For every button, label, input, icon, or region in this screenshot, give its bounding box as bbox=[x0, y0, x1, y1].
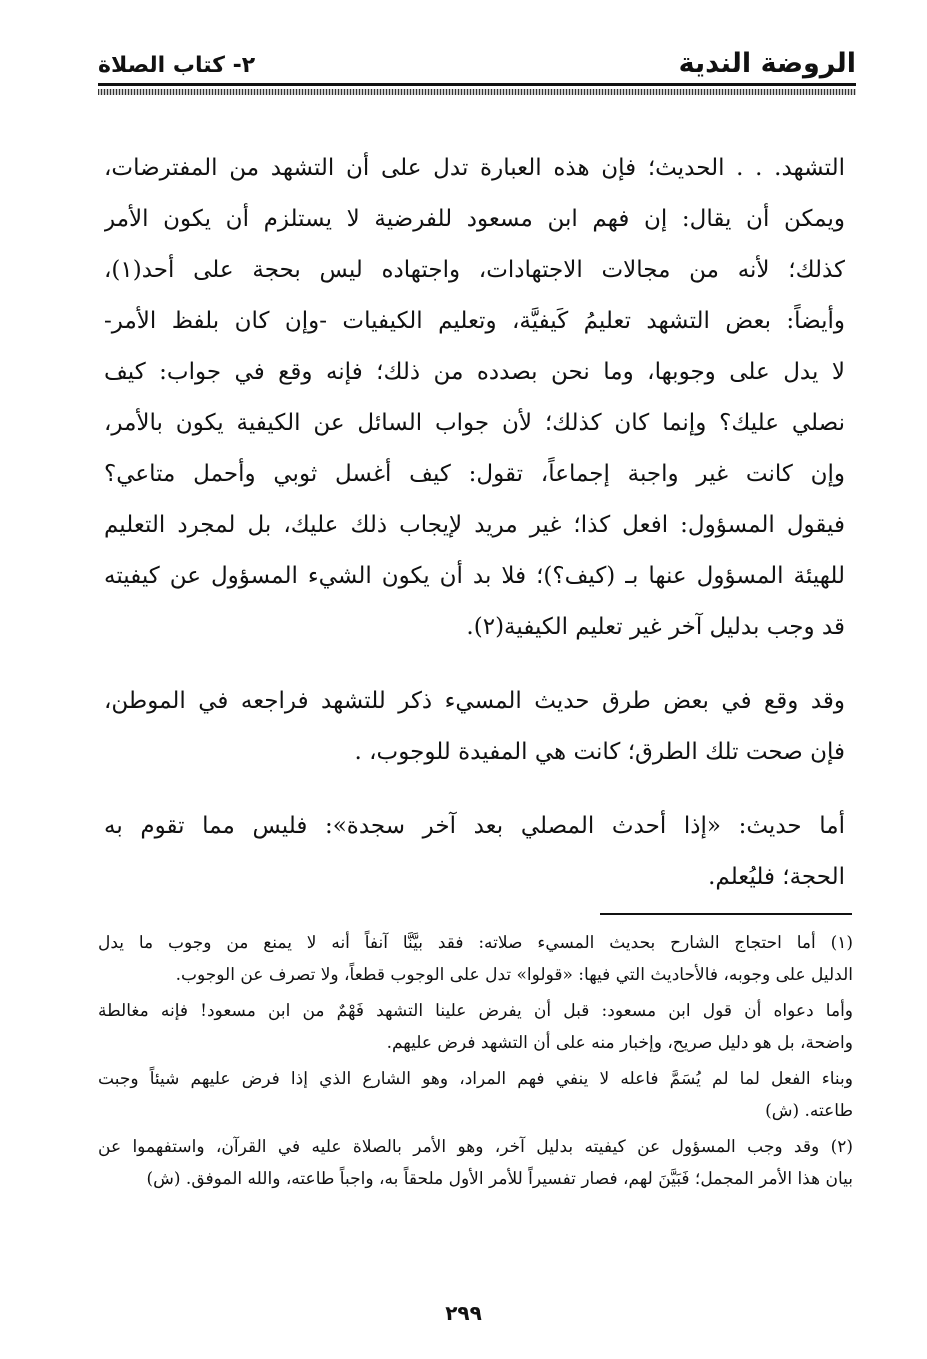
footnote-line: الدليل على وجوبه، فالأحاديث التي فيها: «قولوا» تدل على الوجوب قطعاً، ولا تصرف عن الوجوب. bbox=[175, 965, 853, 985]
page-number: ٢٩٩ bbox=[445, 1301, 482, 1325]
text-line: للهيئة المسؤول عنها بـ (كيف؟)؛ فلا بد أن يكون الشيء المسؤول عن كيفيته bbox=[104, 563, 845, 589]
text-line: الحجة؛ فليُعلم. bbox=[708, 864, 845, 890]
header-rule bbox=[98, 83, 856, 86]
text-line: كذلك؛ لأنه من مجالات الاجتهادات، واجتهاده ليس بحجة على أحد(١)، bbox=[104, 257, 845, 283]
paragraph-3 bbox=[104, 801, 845, 903]
footnote-1-continued-b bbox=[98, 1063, 853, 1127]
paragraph-1 bbox=[104, 143, 845, 653]
text-line: أما حديث: «إذا أحدث المصلي بعد آخر سجدة»: فليس مما تقوم به bbox=[104, 813, 845, 839]
text-line: فإن صحت تلك الطرق؛ كانت هي المفيدة للوجوب، . bbox=[354, 739, 845, 765]
footnotes bbox=[98, 927, 853, 1195]
header-rule-dotted bbox=[98, 89, 856, 95]
footnote-separator bbox=[600, 913, 852, 915]
chapter-title: ٢- كتاب الصلاة bbox=[98, 53, 256, 78]
footnote-line: طاعته. (ش) bbox=[765, 1101, 853, 1121]
footnote-line: (٢) وقد وجب المسؤول عن كيفيته بدليل آخر، وهو الأمر بالصلاة عليه في القرآن، واستفهموا عن bbox=[98, 1137, 853, 1157]
footnote-2 bbox=[98, 1131, 853, 1195]
book-title: الروضة الندية bbox=[678, 48, 856, 79]
paragraph-2 bbox=[104, 676, 845, 778]
text-line: وأيضاً: بعض التشهد تعليمُ كَيفيَّة، وتعليم الكيفيات -وإن كان بلفظ الأمر- bbox=[104, 308, 845, 334]
text-line: فيقول المسؤول: افعل كذا؛ غير مريد لإيجاب ذلك عليك، بل لمجرد التعليم bbox=[104, 512, 845, 538]
text-line: وقد وقع في بعض طرق حديث المسيء ذكر للتشهد فراجعه في الموطن، bbox=[104, 688, 845, 714]
text-line: نصلي عليك؟ وإنما كان كذلك؛ لأن جواب السائل عن الكيفية يكون بالأمر، bbox=[104, 410, 845, 436]
footnote-line: (١) أما احتجاج الشارح بحديث المسيء صلاته: فقد بيَّنَّا آنفاً أنه لا يمنع من وجوب ما يدل bbox=[98, 933, 853, 953]
text-line: ويمكن أن يقال: إن فهم ابن مسعود للفرضية لا يستلزم أن يكون الأمر bbox=[104, 206, 845, 232]
text-line: لا يدل على وجوبها، وما نحن بصدده من ذلك؛ فإنه وقع في جواب: كيف bbox=[104, 359, 845, 385]
footnote-1 bbox=[98, 927, 853, 991]
footnote-line: وبناء الفعل لما لم يُسَمَّ فاعله لا ينفي فهم المراد، وهو الشارع الذي إذا فرض عليهم شيئاً وجبت bbox=[98, 1069, 853, 1089]
text-line: التشهد. . . الحديث؛ فإن هذه العبارة تدل على أن التشهد من المفترضات، bbox=[104, 155, 845, 181]
footnote-line: وأما دعواه أن قول ابن مسعود: قبل أن يفرض علينا التشهد فَهْمٌ من ابن مسعود! فإنه مغالطة bbox=[98, 1001, 853, 1021]
text-line: قد وجب بدليل آخر غير تعليم الكيفية(٢). bbox=[466, 614, 845, 640]
footnote-line: بيان هذا الأمر المجمل؛ فَبَيَّنَ لهم، فصار تفسيراً للأمر الأول ملحقاً به، واجباً طاعته، والله الموفق. (ش) bbox=[146, 1169, 853, 1189]
text-line: وإن كانت غير واجبة إجماعاً، تقول: كيف أغسل ثوبي وأحمل متاعي؟ bbox=[104, 461, 845, 487]
footnote-line: واضحة، بل هو دليل صريح، وإخبار منه على أن التشهد فرض عليهم. bbox=[386, 1033, 853, 1053]
main-text bbox=[104, 143, 845, 903]
running-header bbox=[98, 46, 856, 86]
footnote-1-continued-a bbox=[98, 995, 853, 1059]
